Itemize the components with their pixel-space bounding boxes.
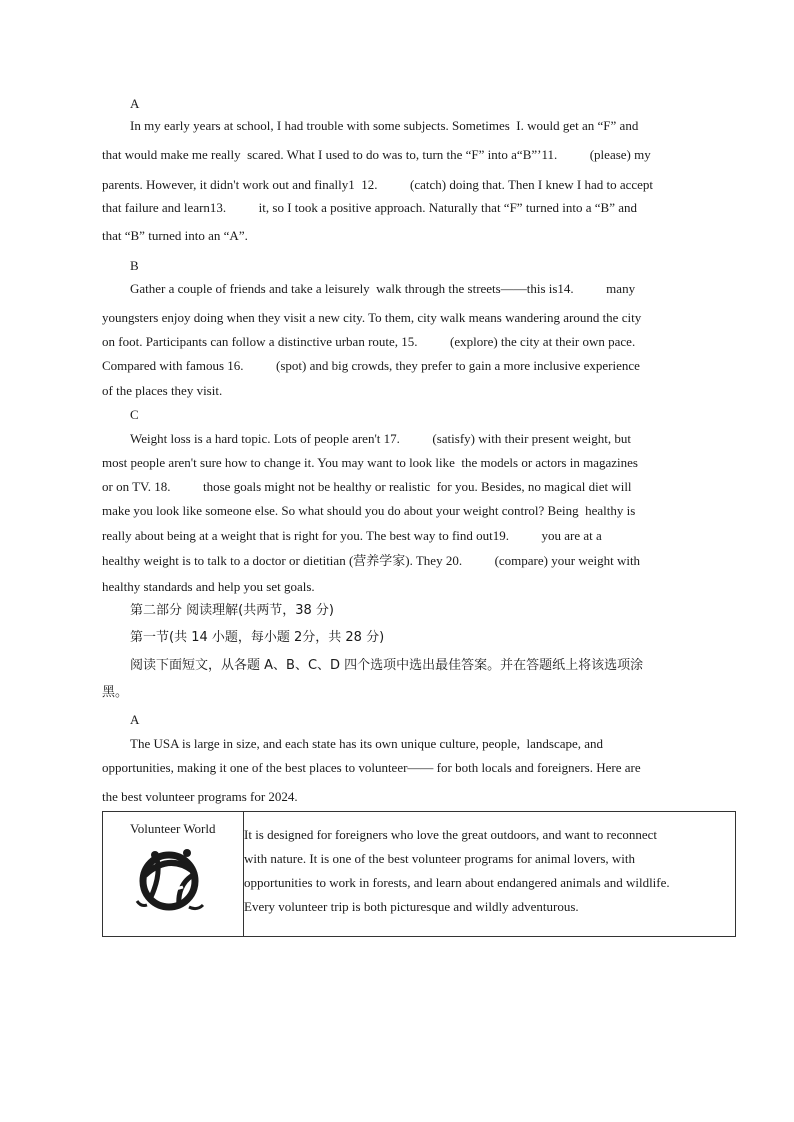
section-c-line: really about being at a weight that is right for you. The best way to find out19. you are at a [102,528,602,543]
volunteer-world-logo-icon [131,845,207,915]
part2-instruction-cont: 黑。 [102,685,129,700]
volunteer-program-table [102,811,736,937]
program-title: Volunteer World [130,821,216,836]
description-line: It is designed for foreigners who love the great outdoors, and want to reconnect [244,827,657,842]
reading-a-line: opportunities, making it one of the best places to volunteer—— for both locals and foreigners. Here are [102,760,641,775]
section-a-line: that failure and learn13. it, so I took a positive approach. Naturally that “F” turned into a “B” and [102,200,638,215]
section-a-line: that “B” turned into an “A”. [102,228,248,243]
section-b-line: youngsters enjoy doing when they visit a new city. To them, city walk means wandering around the city [102,310,642,325]
section-c-line: healthy weight is to talk to a doctor or dietitian (营养学家). They 20. (compare) your weight with [102,553,641,568]
section-a-label: A [130,96,140,111]
reading-a-line: The USA is large in size, and each state has its own unique culture, people, landscape, and [130,736,604,751]
reading-a-line: the best volunteer programs for 2024. [102,789,298,804]
part2-heading: 第二部分 阅读理解(共两节，38 分) [130,603,334,618]
description-line: Every volunteer trip is both picturesque and wildly adventurous. [244,899,579,914]
section-b-line: on foot. Participants can follow a distinctive urban route, 15. (explore) the city at their own pace. [102,334,636,349]
reading-a-label: A [130,712,140,727]
description-line: opportunities to work in forests, and learn about endangered animals and wildlife. [244,875,670,890]
section-c-label: C [130,407,139,422]
part2-section1-heading: 第一节(共 14 小题，每小题 2分，共 28 分) [130,630,385,645]
section-c-line: or on TV. 18. those goals might not be healthy or realistic for you. Besides, no magical diet will [102,479,632,494]
section-a-line: In my early years at school, I had trouble with some subjects. Sometimes I. would get an “F” and [130,118,639,133]
section-b-line: of the places they visit. [102,383,223,398]
part2-instruction: 阅读下面短文，从各题 A、B、C、D 四个选项中选出最佳答案。并在答题纸上将该选项涂 [130,658,644,673]
section-b-line: Compared with famous 16. (spot) and big crowds, they prefer to gain a more inclusive experience [102,358,640,373]
description-line: with nature. It is one of the best volunteer programs for animal lovers, with [244,851,635,866]
section-a-line: parents. However, it didn't work out and finally1 12. (catch) doing that. Then I knew I had to accept [102,177,654,192]
program-name-cell [103,812,244,937]
program-description-cell [244,812,736,937]
table-row [103,812,736,937]
section-b-line: Gather a couple of friends and take a leisurely walk through the streets——this is14. many [130,281,636,296]
section-c-line: make you look like someone else. So what should you do about your weight control? Being healthy is [102,503,636,518]
section-c-line: most people aren't sure how to change it. You may want to look like the models or actors in magazines [102,455,638,470]
section-b-label: B [130,258,139,273]
section-c-line: Weight loss is a hard topic. Lots of people aren't 17. (satisfy) with their present weight, but [130,431,631,446]
section-c-line: healthy standards and help you set goals. [102,579,315,594]
section-a-line: that would make me really scared. What I used to do was to, turn the “F” into a“B”’11. (please) my [102,147,651,162]
